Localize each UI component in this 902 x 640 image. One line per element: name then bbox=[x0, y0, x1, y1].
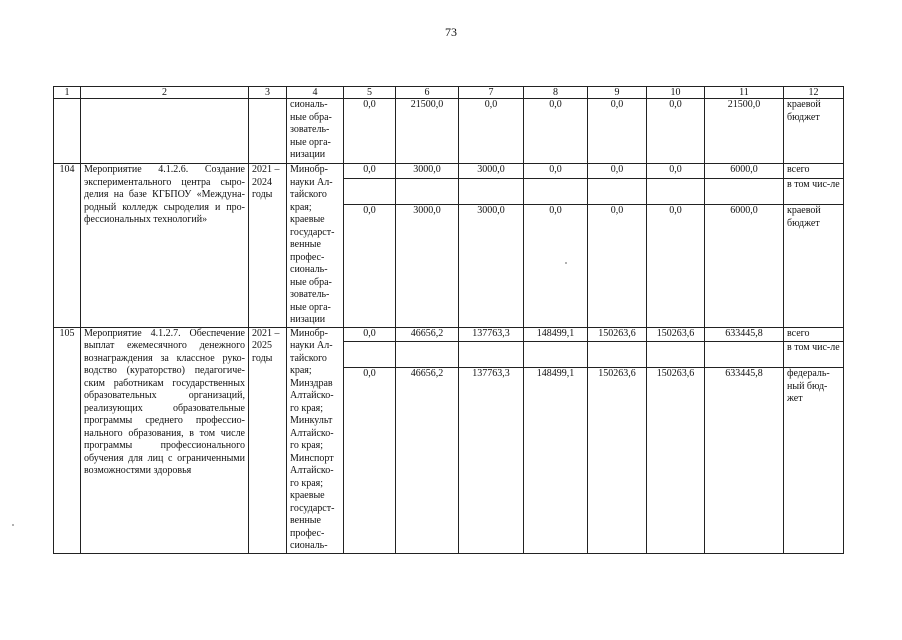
value-cell: 21500,0 bbox=[705, 99, 784, 164]
column-number: 6 bbox=[396, 87, 459, 99]
scan-speck bbox=[12, 524, 14, 526]
column-number-row bbox=[54, 87, 844, 99]
page-number: 73 bbox=[445, 25, 457, 39]
value-cell bbox=[459, 178, 524, 204]
value-cell bbox=[344, 342, 396, 368]
scan-speck bbox=[565, 262, 567, 264]
years-cell: 2021 – 2025 годы bbox=[249, 327, 287, 553]
column-number: 7 bbox=[459, 87, 524, 99]
value-cell: 0,0 bbox=[588, 164, 647, 179]
column-number: 1 bbox=[54, 87, 81, 99]
value-cell: 633445,8 bbox=[705, 327, 784, 342]
column-number: 12 bbox=[784, 87, 844, 99]
value-cell bbox=[647, 342, 705, 368]
funding-source-cell: краевой бюджет bbox=[784, 205, 844, 327]
value-cell: 46656,2 bbox=[396, 327, 459, 342]
funding-source-cell: всего bbox=[784, 327, 844, 342]
value-cell: 0,0 bbox=[524, 164, 588, 179]
row-number-cell bbox=[54, 99, 81, 164]
funding-source-cell: в том чис-ле bbox=[784, 178, 844, 204]
value-cell: 3000,0 bbox=[459, 164, 524, 179]
value-cell bbox=[459, 342, 524, 368]
value-cell bbox=[588, 178, 647, 204]
value-cell bbox=[396, 342, 459, 368]
column-number: 10 bbox=[647, 87, 705, 99]
value-cell: 0,0 bbox=[524, 205, 588, 327]
executor-cell: сиональ-ные обра-зователь-ные орга-низации bbox=[287, 99, 344, 164]
value-cell: 0,0 bbox=[588, 205, 647, 327]
value-cell bbox=[705, 342, 784, 368]
column-number: 11 bbox=[705, 87, 784, 99]
value-cell: 137763,3 bbox=[459, 327, 524, 342]
measure-name-cell: Мероприятие 4.1.2.7. Обеспечение выплат ежемесячного денежного вознаграждения за классное руко-водство (кураторство) педагогиче-ским работникам государственных образовательных организаций, реализующих образовательные программы среднего профессио-нального образования, в том числе программы профессионального обучения для лиц с ограниченными возможностями здоровья bbox=[81, 327, 249, 553]
column-number: 3 bbox=[249, 87, 287, 99]
value-cell: 21500,0 bbox=[396, 99, 459, 164]
column-number: 5 bbox=[344, 87, 396, 99]
value-cell: 6000,0 bbox=[705, 205, 784, 327]
value-cell: 0,0 bbox=[524, 99, 588, 164]
funding-source-cell: в том чис-ле bbox=[784, 342, 844, 368]
budget-table bbox=[53, 86, 844, 554]
value-cell: 0,0 bbox=[459, 99, 524, 164]
years-cell: 2021 – 2024 годы bbox=[249, 164, 287, 328]
value-cell: 46656,2 bbox=[396, 368, 459, 553]
value-cell: 137763,3 bbox=[459, 368, 524, 553]
value-cell: 0,0 bbox=[647, 164, 705, 179]
value-cell: 0,0 bbox=[647, 205, 705, 327]
row-number-cell: 104 bbox=[54, 164, 81, 328]
value-cell bbox=[344, 178, 396, 204]
value-cell bbox=[396, 178, 459, 204]
value-cell: 0,0 bbox=[344, 99, 396, 164]
value-cell: 0,0 bbox=[344, 205, 396, 327]
value-cell: 0,0 bbox=[344, 368, 396, 553]
column-number: 9 bbox=[588, 87, 647, 99]
value-cell: 150263,6 bbox=[588, 327, 647, 342]
executor-cell: Минобр-науки Ал-тайского края; Минздрав Алтайско-го края; Минкульт Алтайско-го края; Минспорт Алтайско-го края; краевые государст-венные профес-сиональ- bbox=[287, 327, 344, 553]
value-cell: 150263,6 bbox=[647, 368, 705, 553]
table-row-continuation bbox=[54, 99, 844, 164]
funding-source-cell: краевой бюджет bbox=[784, 99, 844, 164]
row-number-cell: 105 bbox=[54, 327, 81, 553]
column-number: 8 bbox=[524, 87, 588, 99]
value-cell bbox=[524, 178, 588, 204]
value-cell: 0,0 bbox=[344, 164, 396, 179]
table-row-105-total bbox=[54, 327, 844, 342]
value-cell bbox=[647, 178, 705, 204]
value-cell bbox=[524, 342, 588, 368]
value-cell: 150263,6 bbox=[647, 327, 705, 342]
value-cell: 3000,0 bbox=[396, 205, 459, 327]
years-cell bbox=[249, 99, 287, 164]
measure-name-cell: Мероприятие 4.1.2.6. Создание экспериментального центра сыро-делия на базе КГБПОУ «Междуна-родный колледж сыроделия и про-фессиональных технологий» bbox=[81, 164, 249, 328]
executor-cell: Минобр-науки Ал-тайского края; краевые государст-венные профес-сиональ-ные обра-зователь-ные орга-низации bbox=[287, 164, 344, 328]
value-cell: 3000,0 bbox=[396, 164, 459, 179]
value-cell: 150263,6 bbox=[588, 368, 647, 553]
value-cell: 6000,0 bbox=[705, 164, 784, 179]
value-cell: 148499,1 bbox=[524, 327, 588, 342]
value-cell: 148499,1 bbox=[524, 368, 588, 553]
column-number: 4 bbox=[287, 87, 344, 99]
funding-source-cell: всего bbox=[784, 164, 844, 179]
column-number: 2 bbox=[81, 87, 249, 99]
value-cell: 633445,8 bbox=[705, 368, 784, 553]
value-cell bbox=[705, 178, 784, 204]
value-cell bbox=[588, 342, 647, 368]
value-cell: 0,0 bbox=[588, 99, 647, 164]
table-row-104-total bbox=[54, 164, 844, 179]
value-cell: 0,0 bbox=[344, 327, 396, 342]
funding-source-cell: федераль-ный бюд-жет bbox=[784, 368, 844, 553]
value-cell: 3000,0 bbox=[459, 205, 524, 327]
measure-name-cell bbox=[81, 99, 249, 164]
value-cell: 0,0 bbox=[647, 99, 705, 164]
